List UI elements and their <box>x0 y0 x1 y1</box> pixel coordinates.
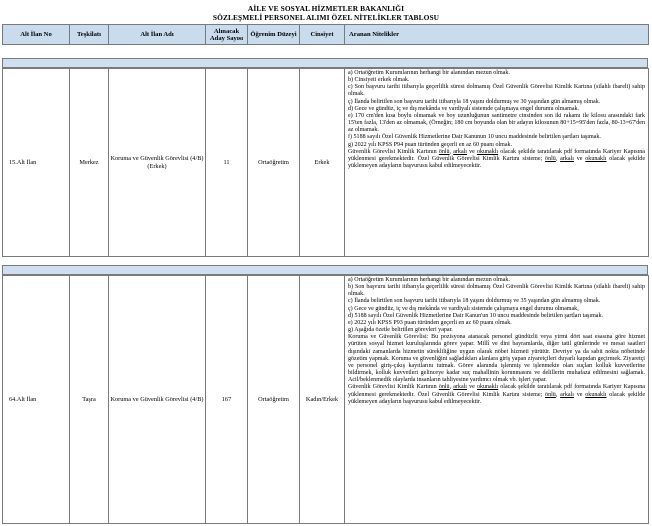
header-table <box>2 24 649 45</box>
separator-bar <box>2 58 648 68</box>
table-row <box>2 68 649 257</box>
header-aranan-nitelikler: Aranan Nitelikler <box>345 25 649 45</box>
cell-cinsiyet: Erkek <box>300 69 345 257</box>
cell-aday-sayisi: 11 <box>206 69 248 257</box>
cell-teskilat: Merkez <box>70 69 109 257</box>
requirement-item: ç) Gece ve gündüz, iç ve dış mekânda ve vardiyalı sistemde çalışmaya engel durumu olmamak, <box>348 305 579 312</box>
header-cinsiyet: Cinsiyet <box>300 25 345 45</box>
cell-alt-ilan-no: 15.Alt İlan <box>3 69 70 257</box>
upload-note: Güvenlik Görevlisi Kimlik Kartının önlü, arkalı ve okunaklı olacak şekilde taratılarak pdf formatında Kariyer Kapısına yüklenmesi gerekmektedir. Özel Güvenlik Görevlisi Kimlik Kartını sisteme; önlü, arkalı ve okunaklı olacak şekilde yüklemeyen adayların başvurusu kabul edilmeyecektir. <box>348 384 646 405</box>
header-alt-ilan-adi: Alt İlan Adı <box>109 25 206 45</box>
requirement-item: d) 5188 sayılı Özel Güvenlik Hizmetlerine Dair Kanun'un 10 uncu maddesinde belirtilen şartları taşımak. <box>348 312 603 319</box>
requirement-item: b) Cinsiyeti erkek olmak. <box>348 77 410 84</box>
cell-cinsiyet: Kadın/Erkek <box>300 276 345 524</box>
header-alinacak-aday: Alınacak Aday Sayısı <box>206 25 248 45</box>
requirement-item: a) Ortaöğretim Kurumlarının herhangi bir alanından mezun olmak. <box>348 277 510 283</box>
header-teskilati: Teşkilatı <box>70 25 109 45</box>
table-row <box>2 275 649 524</box>
requirement-item: d) Gece ve gündüz, iç ve dış mekânda ve vardiyalı sistemde çalışmaya engel durumu olmamak. <box>348 105 580 112</box>
requirement-item: c) İlanda belirtilen son başvuru tarihi itibarıyla 18 yaşını doldurmuş ve 35 yaşından gün almamış olmak. <box>348 298 601 305</box>
cell-aranan-nitelikler <box>345 276 649 524</box>
cell-alt-ilan-adi: Koruma ve Güvenlik Görevlisi (4/B) <box>109 276 206 524</box>
duty-description: Koruma ve Güvenlik Görevlisi: Bu pozisyona atanacak personel gündüzlü veya yirmi dört saat esasına göre hizmet yürüten sosyal hizmet kuruluşlarında görev yapar. Millî ve dini bayramlarda, diğer tatil günlerinde ve mesai saatleri dışındaki zamanlarda hizmetin sürekliliğine uygun olarak nöbet hizmeti yürütür. Devriye ya da sabit nokta nöbetinde gözetim yapmak. Koruma ve güvenliğini sağladıkları alanlara giriş yapan ziyaretçileri duyarlı kapıdan geçirmek. Ziyaretçi ve personel giriş-çıkış kayıtlarını tutmak. Görev alanında işlenmiş ve işlenmekte olan suçları kolluk kuvvetlerine bildirmek, kolluk kuvvetleri gelinceye kadar suç mahallinin korunmasını ve delillerin muhafaza edilmesini sağlamak. Acil/beklenmedik olaylarda insanların tahliyesine yardımcı olmak vb. işleri yapar. <box>348 334 645 384</box>
separator-bar <box>2 265 648 275</box>
table-title: SÖZLEŞMELİ PERSONEL ALIMI ÖZEL NİTELİKLER TABLOSU <box>212 13 440 22</box>
cell-ogrenim: Ortaöğretim <box>248 276 300 524</box>
upload-note: Güvenlik Görevlisi Kimlik Kartının önlü, arkalı ve okunaklı olacak şekilde taratılarak pdf formatında Kariyer Kapısına yüklenmesi gerekmektedir. Özel Güvenlik Görevlisi Kimlik Kartını sisteme; önlü, arkalı ve okunaklı olacak şekilde yüklemeyen adayların başvurusu kabul edilmeyecektir. <box>348 148 646 170</box>
cell-alt-ilan-no: 64.Alt İlan <box>3 276 70 524</box>
cell-aranan-nitelikler <box>345 69 649 257</box>
requirement-item: c) Son başvuru tarihi itibarıyla geçerlilik süresi dolmamış Özel Güvenlik Görevlisi Kimlik Kartına (silahlı ibareli) sahip olmak. <box>348 84 645 98</box>
requirement-item: e) 2022 yılı KPSS P93 puan türünden geçerli en az 60 puanı olmak. <box>348 319 512 326</box>
cell-aday-sayisi: 167 <box>206 276 248 524</box>
requirement-item: e) 170 cm'den kısa boylu olmamak ve boy uzunluğunun santimetre cinsinden son iki rakamı ile kilosu arasındaki fark 15'ten fazla, 13'den az olmamak, (Örneğin; 180 cm boyunda olan bir adayın kilosunun 80+15=95'den fazla, 80-13=67'den az olmamak. <box>348 112 645 134</box>
requirement-item: b) Son başvuru tarihi itibarıyla geçerlilik süresi dolmamış Özel Güvenlik Görevlisi Kimlik Kartına (silahlı ibareli) sahip olmak. <box>348 284 645 298</box>
cell-teskilat: Taşra <box>70 276 109 524</box>
requirement-item: g) Aşağıda özetle belirtilen görevleri yapar. <box>348 327 453 334</box>
requirement-item: ç) İlanda belirtilen son başvuru tarihi itibarıyla 18 yaşını doldurmuş ve 30 yaşından gün almamış olmak. <box>348 98 601 105</box>
requirement-item: a) Ortaöğretim Kurumlarının herhangi bir alanından mezun olmak. <box>348 70 510 76</box>
ministry-title: AİLE VE SOSYAL HİZMETLER BAKANLIĞI <box>247 4 405 13</box>
header-ogrenim: Öğrenim Düzeyi <box>248 25 300 45</box>
cell-alt-ilan-adi: Koruma ve Güvenlik Görevlisi (4/B) (Erkek) <box>109 69 206 257</box>
header-alt-ilan-no: Alt İlan No <box>3 25 70 45</box>
requirement-item: g) 2022 yılı KPSS P94 puan türünden geçerli en az 60 puanı olmak. <box>348 141 513 148</box>
cell-ogrenim: Ortaöğretim <box>248 69 300 257</box>
requirement-item: f) 5188 sayılı Özel Güvenlik Hizmetlerine Dair Kanunun 10 uncu maddesinde belirtilen şartları taşımak. <box>348 134 601 141</box>
